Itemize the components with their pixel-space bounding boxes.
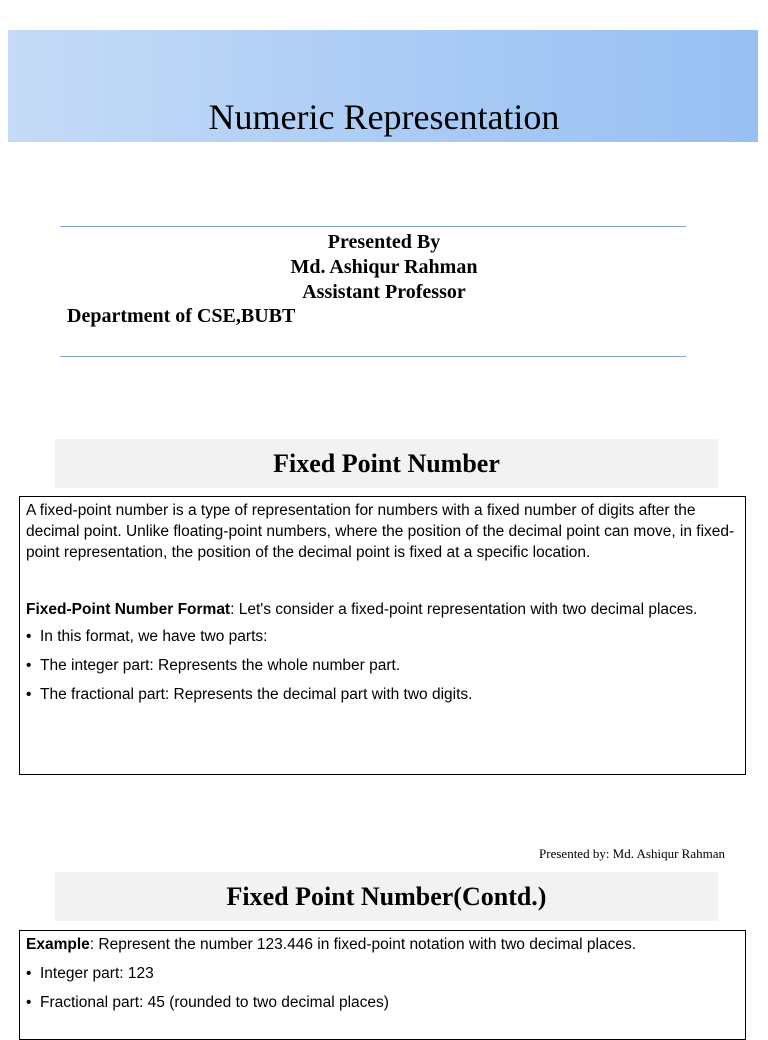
department-label: Department of CSE,BUBT (67, 305, 296, 327)
bullet-icon: • (26, 686, 32, 703)
bullet-icon: • (26, 628, 32, 645)
fixed-point-contd-heading: Fixed Point Number(Contd.) (55, 872, 718, 921)
list-item: • The integer part: Represents the whole number part. (26, 657, 401, 674)
format-label: Fixed-Point Number Format (26, 601, 231, 618)
list-item: • Integer part: 123 (26, 965, 154, 982)
list-item: • Fractional part: 45 (rounded to two decimal places) (26, 994, 389, 1011)
presenter-name: Md. Ashiqur Rahman (290, 256, 478, 278)
bullet-icon: • (26, 657, 32, 674)
bullet-icon: • (26, 994, 32, 1011)
example-label: Example (26, 936, 90, 953)
fixed-point-heading: Fixed Point Number (55, 439, 718, 488)
fixed-point-content (19, 496, 746, 775)
example-text: : Represent the number 123.446 in fixed-point notation with two decimal places. (89, 936, 637, 953)
slide-title: Numeric Representation (208, 97, 560, 137)
example-paragraph (26, 934, 739, 955)
format-paragraph (26, 599, 739, 620)
presenter-position: Assistant Professor (302, 281, 466, 303)
bottom-divider (60, 356, 686, 357)
presented-by-label: Presented By (327, 231, 441, 253)
list-item: • The fractional part: Represents the decimal part with two digits. (26, 686, 473, 703)
presenter-footer: Presented by: Md. Ashiqur Rahman (539, 846, 725, 861)
intro-paragraph: A fixed-point number is a type of representation for numbers with a fixed number of digits after the decimal point. Unlike floating-point numbers, where the position of the decimal point can move, in fixed-point representation, the position of the decimal point is fixed at a specific location. (26, 502, 735, 561)
format-text: : Let's consider a fixed-point representation with two decimal places. (230, 601, 698, 618)
list-item: • In this format, we have two parts: (26, 628, 268, 645)
bullet-icon: • (26, 965, 32, 982)
top-divider (60, 226, 686, 227)
